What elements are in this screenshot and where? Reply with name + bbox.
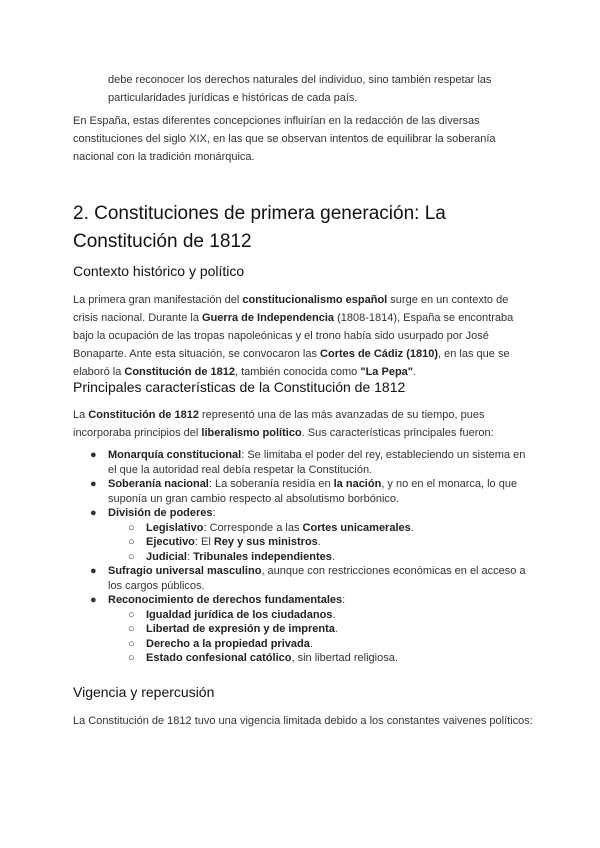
section-title: 2. Constituciones de primera generación: La Constitución de 1812 (73, 203, 446, 252)
bullet-icon: ● (90, 449, 97, 461)
sub-list-item: ○ Estado confesional católico, sin libertad religiosa. (128, 652, 398, 664)
circle-bullet-icon: ○ (128, 623, 135, 635)
list-item: ● Monarquía constitucional: Se limitaba el poder del rey, estableciendo un sistema en el que la autoridad real debía respetar la Constitución. (90, 449, 526, 476)
bullet-icon: ● (90, 565, 97, 577)
intro-paragraph: En España, estas diferentes concepciones influirían en la redacción de las diversas constituciones del siglo XIX, en las que se observan intentos de equilibrar la soberanía nacional con la tradición monárquica. (73, 115, 496, 163)
features-heading: Principales características de la Constitución de 1812 (73, 379, 406, 395)
list-item: ● División de poderes: ○ Legislativo: Corresponde a las Cortes unicamerales. ○ Ejecutivo: El Rey y sus ministros. ○ Judicial: Tribunales independientes. (90, 506, 530, 564)
circle-bullet-icon: ○ (128, 608, 135, 621)
sub-list-item: ○ Igualdad jurídica de los ciudadanos. (128, 608, 336, 621)
vigencia-paragraph: La Constitución de 1812 tuvo una vigencia limitada debido a los constantes vaivenes políticos: (73, 715, 533, 727)
context-heading: Contexto histórico y político (73, 263, 245, 279)
list-item: ● Sufragio universal masculino, aunque con restricciones económicas en el acceso a los cargos públicos. (90, 565, 526, 592)
features-list (90, 448, 530, 666)
sub-list-item: ○ Ejecutivo: El Rey y sus ministros. (128, 536, 321, 548)
sub-list-item: ○ Judicial: Tribunales independientes. (128, 550, 335, 563)
continuation-paragraph: debe reconocer los derechos naturales del individuo, sino también respetar las particularidades jurídicas e históricas de cada país. (108, 74, 492, 104)
list-item: ● Soberanía nacional: La soberanía residía en la nación, y no en el monarca, lo que suponía un gran cambio respecto al absolutismo borbónico. (90, 478, 518, 505)
powers-sublist (108, 521, 530, 565)
rights-sublist (108, 608, 530, 666)
bullet-icon: ● (90, 478, 97, 490)
list-item: ● Reconocimiento de derechos fundamentales: ○ Igualdad jurídica de los ciudadanos. ○ Libertad de expresión y de imprenta. ○ Derecho a la propiedad privada. ○ Estado confesional católico, sin libertad religiosa. (90, 593, 530, 666)
vigencia-heading: Vigencia y repercusión (73, 684, 215, 700)
circle-bullet-icon: ○ (128, 637, 135, 650)
circle-bullet-icon: ○ (128, 550, 135, 563)
bullet-icon: ● (90, 507, 97, 519)
sub-list-item: ○ Derecho a la propiedad privada. (128, 637, 313, 650)
features-paragraph: La Constitución de 1812 representó una de las más avanzadas de su tiempo, pues incorporaba principios del liberalismo político. Sus características principales fueron: (73, 409, 494, 439)
circle-bullet-icon: ○ (128, 536, 135, 548)
context-paragraph: La primera gran manifestación del constitucionalismo español surge en un contexto de crisis nacional. Durante la Guerra de Independencia (1808-1814), España se encontraba bajo la ocupación de las tropas napoleónicas y el trono había sido usurpado por José Bonaparte. Ante esta situación, se convocaron las Cortes de Cádiz (1810), en las que se elaboró la Constitución de 1812, también conocida como "La Pepa". (73, 294, 514, 378)
sub-list-item: ○ Libertad de expresión y de imprenta. (128, 623, 338, 635)
circle-bullet-icon: ○ (128, 521, 135, 534)
sub-list-item: ○ Legislativo: Corresponde a las Cortes unicamerales. (128, 521, 414, 534)
circle-bullet-icon: ○ (128, 652, 135, 664)
bullet-icon: ● (90, 594, 97, 606)
